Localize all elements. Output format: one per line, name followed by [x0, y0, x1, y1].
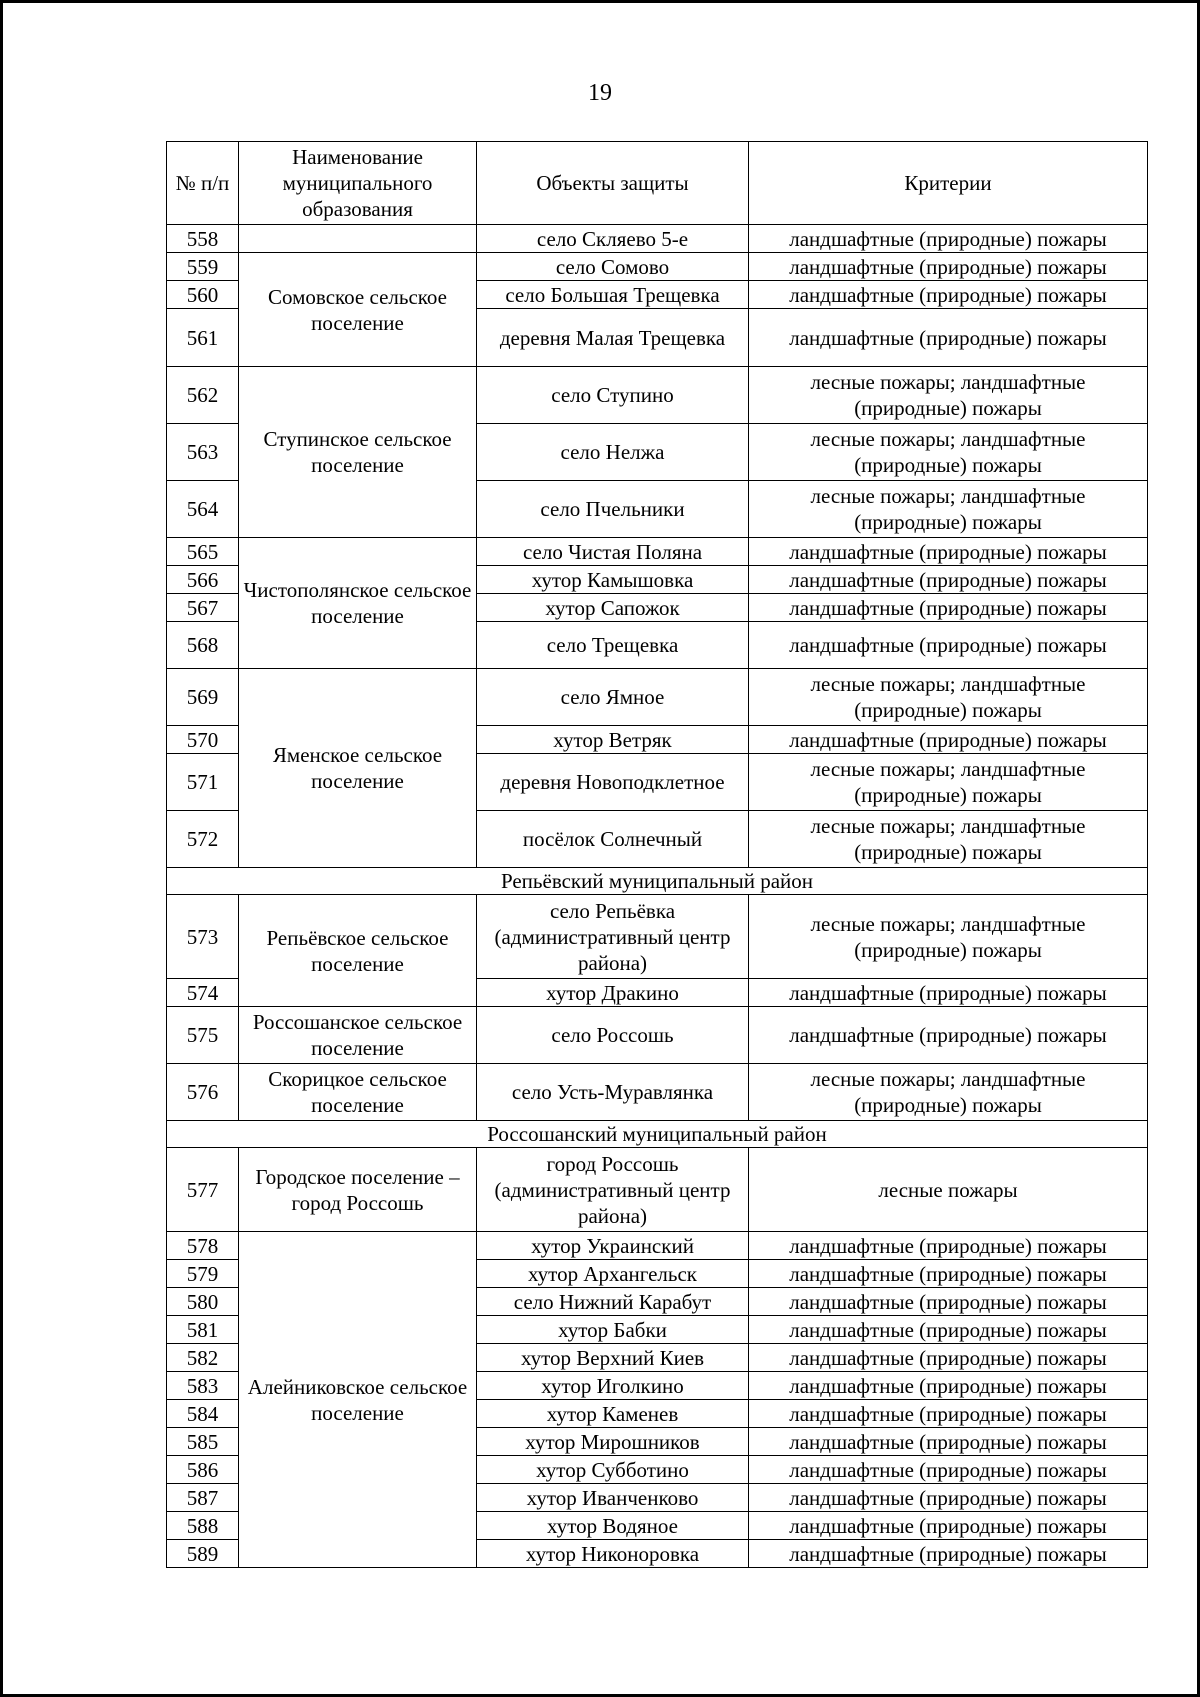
criteria-cell: лесные пожары; ландшафтные (природные) пожары — [749, 811, 1148, 868]
object-cell: деревня Малая Трещевка — [477, 309, 749, 367]
object-cell: хутор Дракино — [477, 979, 749, 1007]
table-row — [167, 669, 1148, 726]
row-number: 586 — [167, 1456, 239, 1484]
section-heading: Россошанский муниципальный район — [167, 1121, 1148, 1148]
row-number: 562 — [167, 367, 239, 424]
row-number: 581 — [167, 1316, 239, 1344]
municipality-cell: Ступинское сельское поселение — [239, 367, 477, 538]
row-number: 589 — [167, 1540, 239, 1568]
criteria-cell: ландшафтные (природные) пожары — [749, 594, 1148, 622]
object-cell: хутор Бабки — [477, 1316, 749, 1344]
object-cell: село Россошь — [477, 1007, 749, 1064]
criteria-cell: ландшафтные (природные) пожары — [749, 1540, 1148, 1568]
municipality-cell: Сомовское сельское поселение — [239, 253, 477, 367]
table-row — [167, 367, 1148, 424]
row-number: 568 — [167, 622, 239, 669]
row-number: 566 — [167, 566, 239, 594]
criteria-cell: ландшафтные (природные) пожары — [749, 979, 1148, 1007]
row-number: 564 — [167, 481, 239, 538]
criteria-cell: ландшафтные (природные) пожары — [749, 1288, 1148, 1316]
criteria-cell: лесные пожары — [749, 1148, 1148, 1232]
object-cell: хутор Мирошников — [477, 1428, 749, 1456]
object-cell: село Ступино — [477, 367, 749, 424]
object-cell: хутор Ветряк — [477, 726, 749, 754]
object-cell: село Скляево 5-е — [477, 225, 749, 253]
row-number: 567 — [167, 594, 239, 622]
row-number: 569 — [167, 669, 239, 726]
criteria-cell: ландшафтные (природные) пожары — [749, 1007, 1148, 1064]
municipality-cell: Скорицкое сельское поселение — [239, 1064, 477, 1121]
criteria-cell: ландшафтные (природные) пожары — [749, 538, 1148, 566]
object-cell: хутор Каменев — [477, 1400, 749, 1428]
criteria-cell: ландшафтные (природные) пожары — [749, 1428, 1148, 1456]
criteria-cell: ландшафтные (природные) пожары — [749, 1372, 1148, 1400]
row-number: 582 — [167, 1344, 239, 1372]
object-cell: хутор Камышовка — [477, 566, 749, 594]
object-cell: хутор Водяное — [477, 1512, 749, 1540]
row-number: 572 — [167, 811, 239, 868]
criteria-cell: ландшафтные (природные) пожары — [749, 309, 1148, 367]
row-number: 574 — [167, 979, 239, 1007]
row-number: 578 — [167, 1232, 239, 1260]
row-number: 570 — [167, 726, 239, 754]
municipality-cell: Россошанское сельское поселение — [239, 1007, 477, 1064]
criteria-cell: лесные пожары; ландшафтные (природные) пожары — [749, 481, 1148, 538]
object-cell: хутор Никоноровка — [477, 1540, 749, 1568]
row-number: 573 — [167, 895, 239, 979]
object-cell: хутор Иголкино — [477, 1372, 749, 1400]
municipality-cell — [239, 225, 477, 253]
table-row — [167, 1007, 1148, 1064]
header-number: № п/п — [167, 142, 239, 225]
object-cell: село Ямное — [477, 669, 749, 726]
object-cell: село Большая Трещевка — [477, 281, 749, 309]
municipality-cell: Яменское сельское поселение — [239, 669, 477, 868]
criteria-cell: ландшафтные (природные) пожары — [749, 1484, 1148, 1512]
criteria-cell: ландшафтные (природные) пожары — [749, 622, 1148, 669]
page-number: 19 — [588, 80, 612, 106]
header-objects: Объекты защиты — [477, 142, 749, 225]
row-number: 577 — [167, 1148, 239, 1232]
criteria-cell: ландшафтные (природные) пожары — [749, 566, 1148, 594]
table-row — [167, 1232, 1148, 1260]
criteria-cell: лесные пожары; ландшафтные (природные) пожары — [749, 1064, 1148, 1121]
municipality-cell: Чистополянское сельское поселение — [239, 538, 477, 669]
row-number: 587 — [167, 1484, 239, 1512]
section-row — [167, 868, 1148, 895]
criteria-cell: лесные пожары; ландшафтные (природные) пожары — [749, 424, 1148, 481]
municipality-cell: Городское поселение – город Россошь — [239, 1148, 477, 1232]
object-cell: село Нижний Карабут — [477, 1288, 749, 1316]
criteria-cell: лесные пожары; ландшафтные (природные) пожары — [749, 669, 1148, 726]
object-cell: село Репьёвка (административный центр района) — [477, 895, 749, 979]
criteria-cell: ландшафтные (природные) пожары — [749, 225, 1148, 253]
object-cell: село Нелжа — [477, 424, 749, 481]
row-number: 583 — [167, 1372, 239, 1400]
row-number: 559 — [167, 253, 239, 281]
object-cell: город Россошь (административный центр района) — [477, 1148, 749, 1232]
table-header — [167, 142, 1148, 225]
row-number: 580 — [167, 1288, 239, 1316]
table-row — [167, 895, 1148, 979]
municipality-cell: Алейниковское сельское поселение — [239, 1232, 477, 1568]
table-row — [167, 1148, 1148, 1232]
criteria-cell: ландшафтные (природные) пожары — [749, 1260, 1148, 1288]
table-row — [167, 538, 1148, 566]
row-number: 575 — [167, 1007, 239, 1064]
object-cell: хутор Иванченково — [477, 1484, 749, 1512]
criteria-cell: лесные пожары; ландшафтные (природные) пожары — [749, 895, 1148, 979]
criteria-cell: лесные пожары; ландшафтные (природные) пожары — [749, 367, 1148, 424]
row-number: 561 — [167, 309, 239, 367]
table-row — [167, 253, 1148, 281]
criteria-cell: ландшафтные (природные) пожары — [749, 1400, 1148, 1428]
table-row — [167, 1064, 1148, 1121]
criteria-cell: лесные пожары; ландшафтные (природные) пожары — [749, 754, 1148, 811]
municipality-cell: Репьёвское сельское поселение — [239, 895, 477, 1007]
object-cell: деревня Новоподклетное — [477, 754, 749, 811]
header-municipality: Наименование муниципального образования — [239, 142, 477, 225]
row-number: 588 — [167, 1512, 239, 1540]
protection-objects-table — [166, 141, 1148, 1568]
object-cell: хутор Украинский — [477, 1232, 749, 1260]
row-number: 565 — [167, 538, 239, 566]
row-number: 560 — [167, 281, 239, 309]
criteria-cell: ландшафтные (природные) пожары — [749, 1456, 1148, 1484]
object-cell: село Чистая Поляна — [477, 538, 749, 566]
object-cell: село Пчельники — [477, 481, 749, 538]
row-number: 585 — [167, 1428, 239, 1456]
criteria-cell: ландшафтные (природные) пожары — [749, 1512, 1148, 1540]
object-cell: село Усть-Муравлянка — [477, 1064, 749, 1121]
row-number: 579 — [167, 1260, 239, 1288]
object-cell: хутор Субботино — [477, 1456, 749, 1484]
row-number: 558 — [167, 225, 239, 253]
object-cell: село Сомово — [477, 253, 749, 281]
object-cell: хутор Верхний Киев — [477, 1344, 749, 1372]
section-row — [167, 1121, 1148, 1148]
criteria-cell: ландшафтные (природные) пожары — [749, 1232, 1148, 1260]
criteria-cell: ландшафтные (природные) пожары — [749, 281, 1148, 309]
row-number: 584 — [167, 1400, 239, 1428]
object-cell: посёлок Солнечный — [477, 811, 749, 868]
row-number: 571 — [167, 754, 239, 811]
section-heading: Репьёвский муниципальный район — [167, 868, 1148, 895]
row-number: 563 — [167, 424, 239, 481]
object-cell: село Трещевка — [477, 622, 749, 669]
criteria-cell: ландшафтные (природные) пожары — [749, 726, 1148, 754]
criteria-cell: ландшафтные (природные) пожары — [749, 1316, 1148, 1344]
object-cell: хутор Архангельск — [477, 1260, 749, 1288]
row-number: 576 — [167, 1064, 239, 1121]
object-cell: хутор Сапожок — [477, 594, 749, 622]
criteria-cell: ландшафтные (природные) пожары — [749, 253, 1148, 281]
criteria-cell: ландшафтные (природные) пожары — [749, 1344, 1148, 1372]
table-row — [167, 225, 1148, 253]
header-criteria: Критерии — [749, 142, 1148, 225]
